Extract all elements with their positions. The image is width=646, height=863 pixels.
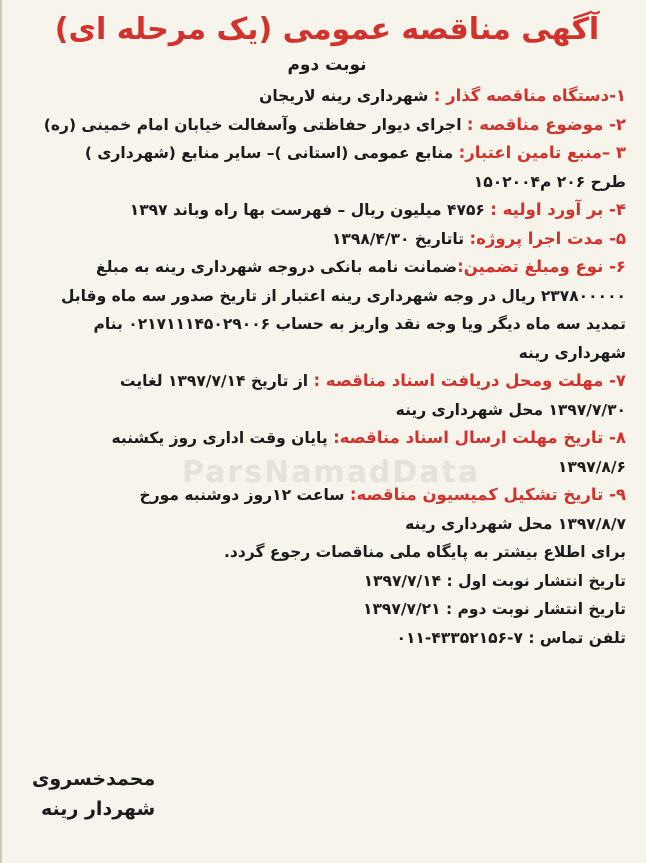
line-value: شهرداری رینه لاریجان (259, 87, 434, 105)
line-value: برای اطلاع بیشتر به پایگاه ملی مناقصات رجوع گردد. (224, 543, 626, 561)
announcement-line (28, 424, 626, 453)
announcement-line (28, 282, 626, 311)
signer-role: شهردار رینه (41, 798, 156, 820)
announcement-line (28, 595, 626, 624)
line-value: ۲۳۷۸۰۰۰۰۰ ریال در وجه شهرداری رینه اعتبار از تاریخ صدور سه ماه وقابل (60, 286, 626, 305)
line-value: تاریخ انتشار نوبت اول : ۱۳۹۷/۷/۱۴ (363, 571, 626, 590)
line-value: تمدید سه ماه دیگر ویا وجه نقد واریز به حساب ۰۲۱۷۱۱۱۴۵۰۲۹۰۰۶ بنام (93, 315, 626, 333)
line-value: پایان وقت اداری روز یکشنبه (111, 429, 334, 447)
line-label: ۹- تاریخ تشکیل کمیسیون مناقصه: (349, 485, 626, 504)
announcement-line (28, 310, 626, 339)
announcement-subtitle: نوبت دوم (287, 55, 367, 75)
signer-name: محمدخسروی (32, 768, 156, 790)
line-value: اجرای دیوار حفاظتی وآسفالت خیابان امام خمینی (ره) (43, 115, 467, 134)
line-value: طرح ۲۰۶ م۱۵۰۲۰۰۴ (473, 172, 626, 191)
announcement-line (28, 82, 626, 111)
announcement-line (28, 510, 626, 539)
announcement-line (28, 139, 626, 168)
line-value: شهرداری رینه (518, 343, 626, 362)
line-value: ۱۳۹۷/۸/۷ محل شهرداری رینه (405, 514, 626, 533)
line-label: ۵- مدت اجرا پروژه: (469, 228, 626, 248)
announcement-line (28, 453, 626, 482)
announcement-line (28, 168, 626, 197)
tender-announcement (2, 0, 646, 652)
announcement-line (28, 567, 626, 596)
line-label: ۷- مهلت ومحل دریافت اسناد مناقصه : (313, 371, 626, 390)
line-label: ۱-دستگاه مناقصه گذار : (433, 86, 626, 105)
line-value: ۱۳۹۷/۸/۶ (557, 457, 626, 476)
watermark: ParsNamadData (182, 455, 481, 490)
line-value: ۴۷۵۶ میلیون ریال – فهرست بها راه وباند ۱۳۹۷ (129, 201, 491, 219)
line-value: از تاریخ ۱۳۹۷/۷/۱۴ لغایت (119, 372, 314, 390)
line-label: ۴- بر آورد اولیه : (490, 200, 626, 219)
line-value: ضمانت نامه بانکی دروجه شهرداری رینه به مبلغ (96, 258, 458, 276)
announcement-body (28, 82, 626, 652)
signature-block (32, 764, 155, 824)
line-label: ۶- نوع ومبلغ تضمین: (457, 257, 626, 276)
line-value: ساعت ۱۲روز دوشنبه مورخ (139, 486, 350, 504)
announcement-line (28, 225, 626, 254)
line-label: ۳ –منبع تامین اعتبار: (458, 143, 626, 162)
announcement-line (28, 111, 626, 140)
announcement-line (28, 253, 626, 282)
line-value: تاتاریخ ۱۳۹۸/۴/۳۰ (331, 229, 470, 248)
line-value: منابع عمومی (استانی )– سایر منابع (شهرداری ) (84, 144, 459, 162)
announcement-line (28, 624, 626, 653)
line-value: ۱۳۹۷/۷/۳۰ محل شهرداری رینه (395, 400, 626, 419)
announcement-title: آگهی مناقصه عمومی (یک مرحله ای) (54, 12, 600, 47)
line-label: ۲- موضوع مناقصه : (466, 114, 626, 134)
line-value: تلفن تماس : ۷-۴۳۳۵۲۱۵۶-۰۱۱ (396, 628, 626, 647)
announcement-line (28, 367, 626, 396)
announcement-line (28, 396, 626, 425)
announcement-line (28, 196, 626, 225)
line-value: تاریخ انتشار نوبت دوم : ۱۳۹۷/۷/۲۱ (363, 600, 626, 618)
announcement-line (28, 481, 626, 510)
announcement-line (28, 339, 626, 368)
line-label: ۸- تاریخ مهلت ارسال اسناد مناقصه: (333, 428, 626, 447)
announcement-line (28, 538, 626, 567)
